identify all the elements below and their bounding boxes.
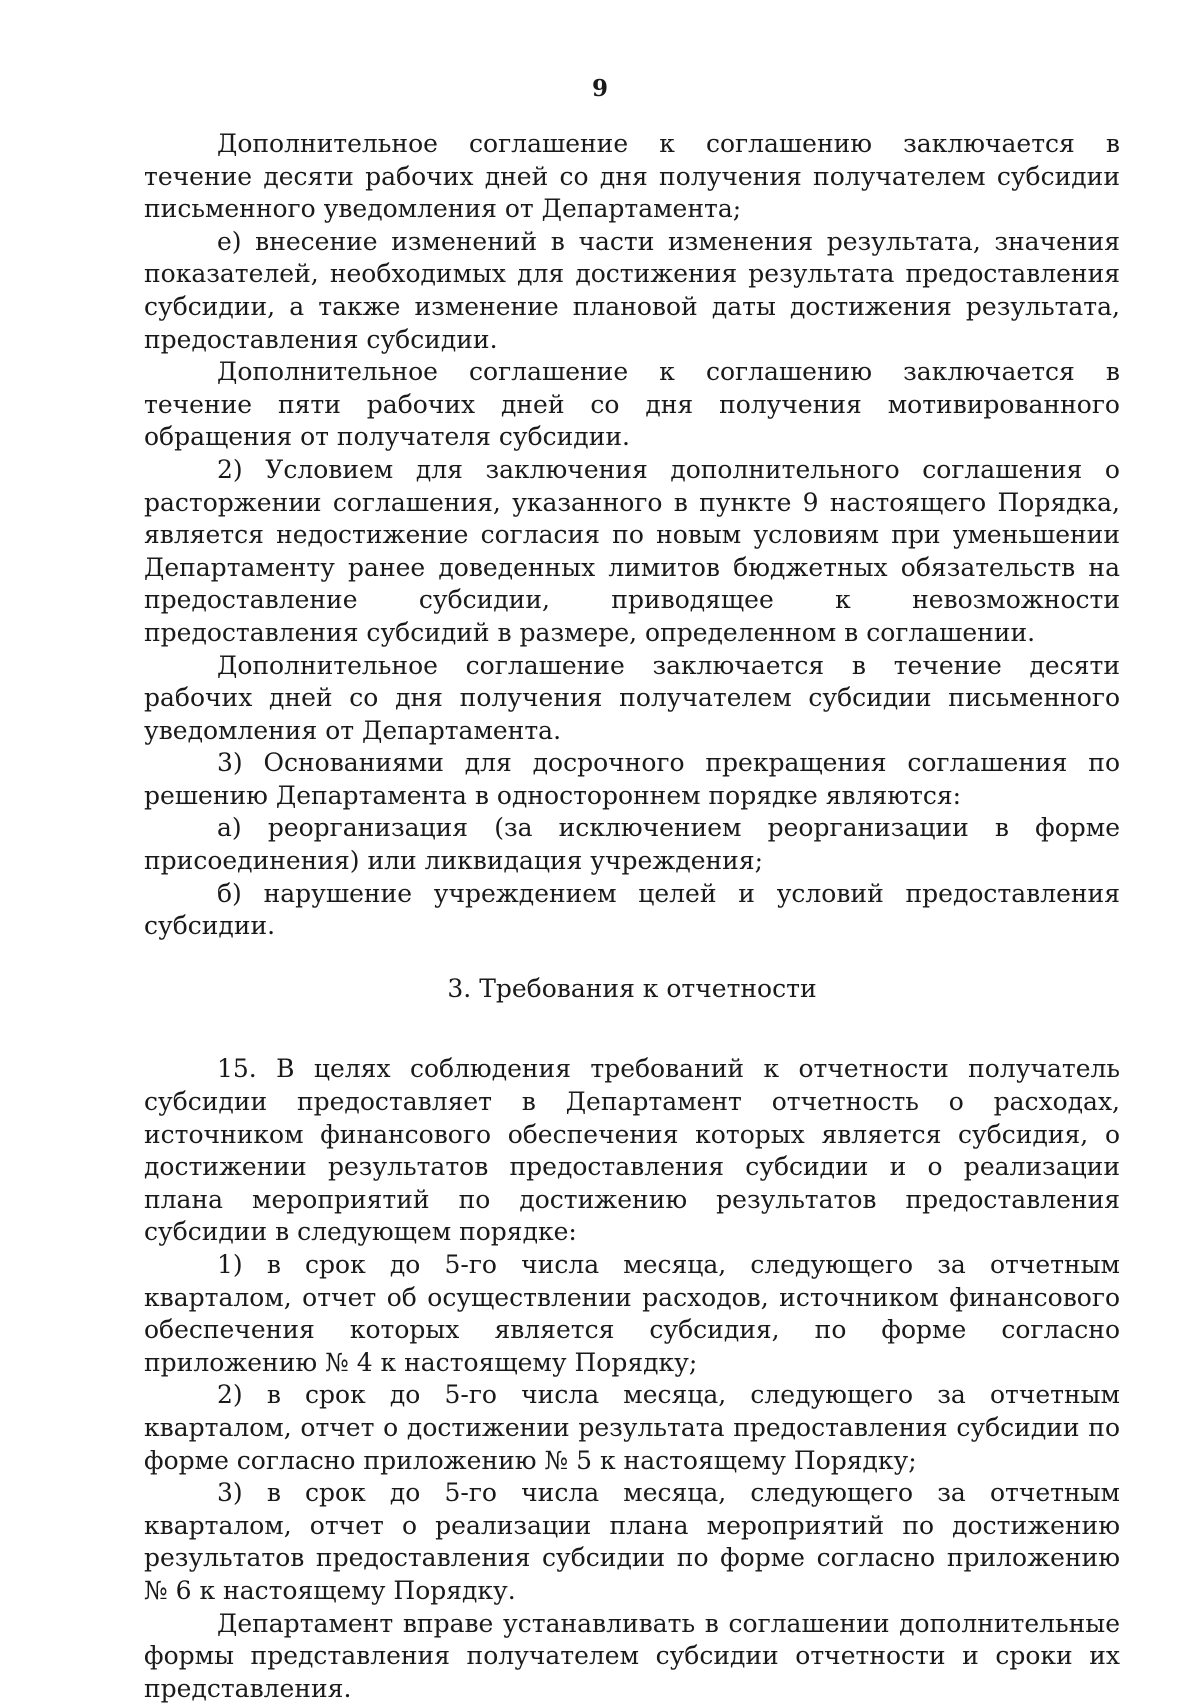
paragraph: а) реорганизация (за исключением реорганизации в форме присоединения) или ликвидация учреждения; — [144, 813, 1120, 876]
paragraph: 15. В целях соблюдения требований к отчетности получатель субсидии предоставляет в Департамент отчетность о расходах, источником финансового обеспечения которых является субсидия, о достижении результатов предоставления субсидии и о реализации плана мероприятий по достижению результатов предоставления субсидии в следующем порядке: — [144, 1054, 1120, 1247]
paragraph: 2) в срок до 5-го числа месяца, следующего за отчетным кварталом, отчет о достижении результата предоставления субсидии по форме согласно приложению № 5 к настоящему Порядку; — [144, 1380, 1120, 1475]
section-heading: 3. Требования к отчетности — [447, 973, 817, 1003]
paragraph: 1) в срок до 5-го числа месяца, следующего за отчетным кварталом, отчет об осуществлении расходов, источником финансового обеспечения которых является субсидия, по форме согласно приложению № 4 к настоящему Порядку; — [144, 1250, 1120, 1377]
paragraph: 3) в срок до 5-го числа месяца, следующего за отчетным кварталом, отчет о реализации плана мероприятий по достижению результатов предоставления субсидии по форме согласно приложению № 6 к настоящему Порядку. — [144, 1478, 1120, 1605]
paragraph: е) внесение изменений в части изменения результата, значения показателей, необходимых для достижения результата предоставления субсидии, а также изменение плановой даты достижения результата, предоставления субсидии. — [144, 226, 1120, 354]
paragraph: 2) Условием для заключения дополнительного соглашения о расторжении соглашения, указанного в пункте 9 настоящего Порядка, является недостижение согласия по новым условиям при уменьшении Департаменту ранее доведенных лимитов бюджетных обязательств на предоставление субсидии, приводящее к невозможности предоставления субсидий в размере, определенном в соглашении. — [144, 454, 1120, 647]
paragraph: б) нарушение учреждением целей и условий предоставления субсидии. — [144, 878, 1120, 941]
paragraph: Департамент вправе устанавливать в соглашении дополнительные формы представления получателем субсидии отчетности и сроки их представления. — [144, 1608, 1120, 1703]
page-number: 9 — [591, 75, 608, 102]
paragraph: Дополнительное соглашение к соглашению заключается в течение пяти рабочих дней со дня получения мотивированного обращения от получателя субсидии. — [144, 357, 1120, 452]
paragraph: 3) Основаниями для досрочного прекращения соглашения по решению Департамента в одностороннем порядке являются: — [144, 748, 1120, 810]
paragraph: Дополнительное соглашение к соглашению заключается в течение десяти рабочих дней со дня получения получателем субсидии письменного уведомления от Департамента; — [144, 129, 1120, 224]
paragraph: Дополнительное соглашение заключается в течение десяти рабочих дней со дня получения получателем субсидии письменного уведомления от Департамента. — [144, 650, 1120, 745]
document-body — [144, 128, 1120, 1705]
